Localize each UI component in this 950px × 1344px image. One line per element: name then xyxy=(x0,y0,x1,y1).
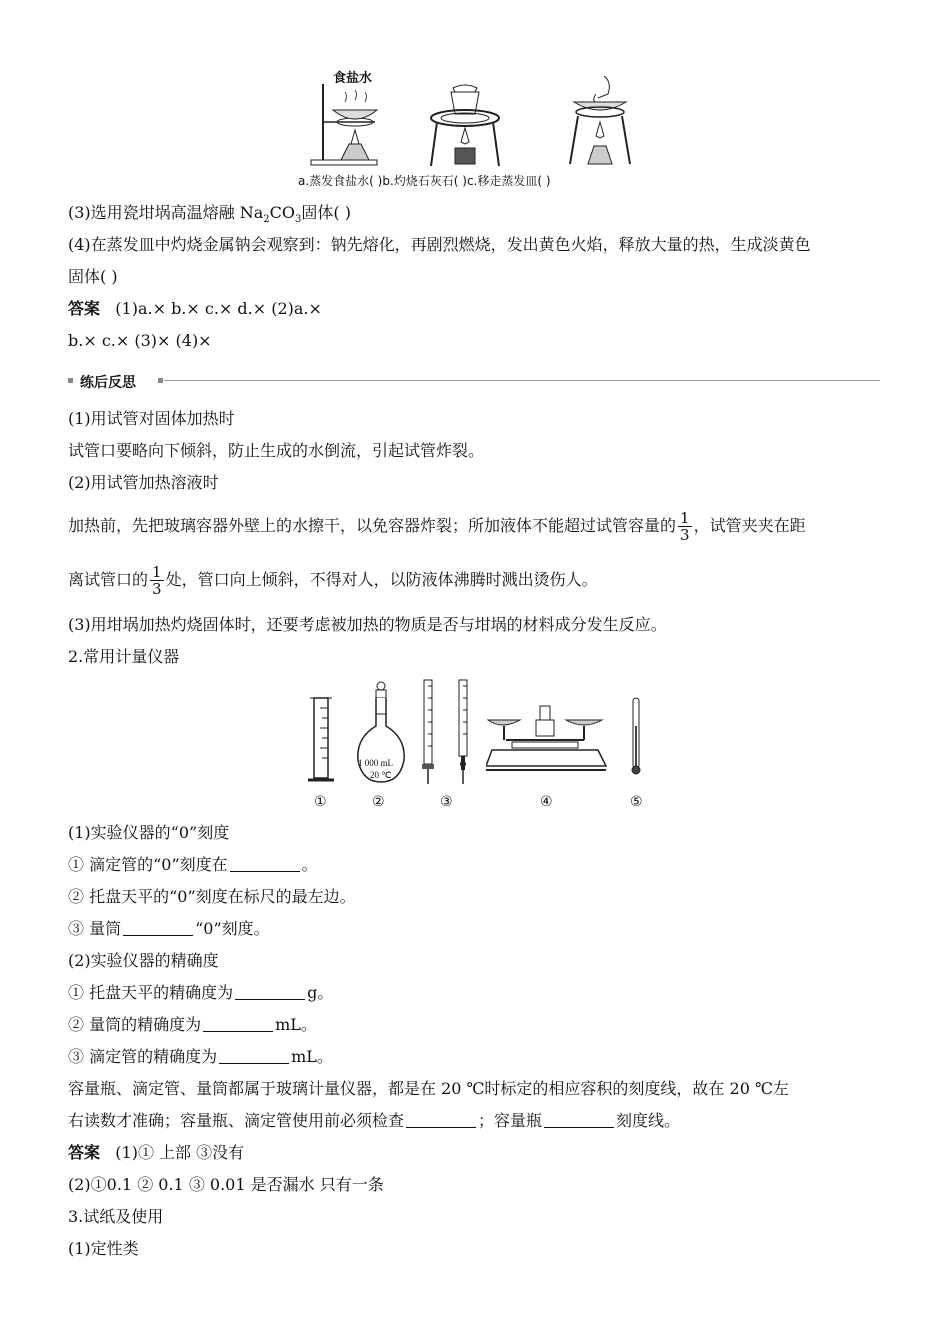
fraction-one-third: $\frac{1}{3}$ xyxy=(152,563,162,598)
question-4-line2: 固体( ) xyxy=(68,267,118,286)
burette-precision-question: ③ 滴定管的精确度为 mL。 xyxy=(68,1047,333,1066)
acid-burette-image xyxy=(420,678,436,786)
reflection-p1: (1)用试管对固体加热时 xyxy=(68,409,235,428)
flask-volume-label: 1 000 mL xyxy=(358,758,393,768)
balance-zero-statement: ② 托盘天平的“0”刻度在标尺的最左边。 xyxy=(68,887,356,906)
crucible-apparatus-image xyxy=(425,78,505,168)
reflection-p2: 试管口要略向下倾斜，防止生成的水倒流，引起试管炸裂。 xyxy=(68,441,485,460)
answer-2-line1: 答案 (1)① 上部 ③没有 xyxy=(68,1143,245,1162)
instrument-label-3: ③ xyxy=(440,794,453,810)
question-3: (3)选用瓷坩埚高温熔融 $Na_2CO_3$固体( ) xyxy=(68,203,351,226)
answer-1-line2: b.× c.× (3)× (4)× xyxy=(68,331,212,350)
remove-dish-apparatus-image xyxy=(560,72,640,168)
graduated-cylinder-image xyxy=(306,694,336,786)
section-3-title: 3.试纸及使用 xyxy=(68,1207,164,1226)
reflection-p6: (3)用坩埚加热灼烧固体时，还要考虑被加热的物质是否与坩埚的材料成分发生反应。 xyxy=(68,615,667,634)
answer-blank[interactable] xyxy=(406,1113,476,1128)
header-rule xyxy=(164,380,880,381)
cylinder-zero-question: ③ 量筒 “0”刻度。 xyxy=(68,919,270,938)
header-square-icon xyxy=(68,378,73,383)
glassware-paragraph-line2: 右读数才准确；容量瓶、滴定管使用前必须检查 ；容量瓶 刻度线。 xyxy=(68,1111,681,1130)
base-burette-image xyxy=(455,678,471,786)
section-3-subtitle: (1)定性类 xyxy=(68,1239,139,1258)
reflection-p3: (2)用试管加热溶液时 xyxy=(68,473,219,492)
answer-2-line2: (2)①0.1 ② 0.1 ③ 0.01 是否漏水 只有一条 xyxy=(68,1175,384,1194)
salt-water-label: 食盐水 xyxy=(333,71,373,86)
reflection-p4: 加热前，先把玻璃容器外壁上的水擦干，以免容器炸裂；所加液体不能超过试管容量的 $\frac{1}{3}$ ，试管夹夹在距 xyxy=(68,509,806,544)
reflection-title: 练后反思 xyxy=(80,375,136,391)
section-2-title: 2.常用计量仪器 xyxy=(68,647,180,666)
fraction-one-third: $\frac{1}{3}$ xyxy=(680,509,690,544)
flask-temp-label: 20 ℃ xyxy=(370,770,392,780)
burette-zero-question: ① 滴定管的“0”刻度在 。 xyxy=(68,855,318,874)
instrument-label-2: ② xyxy=(372,794,385,810)
answer-blank[interactable] xyxy=(123,921,193,936)
answer-blank[interactable] xyxy=(230,857,300,872)
header-square-icon xyxy=(158,378,163,383)
reflection-header xyxy=(68,372,880,390)
instrument-label-5: ⑤ xyxy=(630,794,643,810)
answer-blank[interactable] xyxy=(203,1017,273,1032)
question-4-line1: (4)在蒸发皿中灼烧金属钠会观察到：钠先熔化，再剧烈燃烧，发出黄色火焰，释放大量的热，生成淡黄色 xyxy=(68,235,811,254)
answer-label: 答案 xyxy=(68,299,101,318)
glassware-paragraph-line1: 容量瓶、滴定管、量筒都属于玻璃计量仪器，都是在 20 ℃时标定的相应容积的刻度线，故在 20 ℃左 xyxy=(68,1079,789,1098)
answer-label: 答案 xyxy=(68,1143,101,1162)
thermometer-image xyxy=(628,696,644,778)
answer-1-line1: 答案 (1)a.× b.× c.× d.× (2)a.× xyxy=(68,299,322,318)
answer-blank[interactable] xyxy=(235,985,305,1000)
evaporating-dish-apparatus-image xyxy=(305,82,395,167)
balance-scale-image xyxy=(486,700,614,776)
precision-title: (2)实验仪器的精确度 xyxy=(68,951,219,970)
reflection-p5: 离试管口的 $\frac{1}{3}$ 处，管口向上倾斜，不得对人，以防液体沸腾时溅出烫伤人。 xyxy=(68,563,598,598)
answer-blank[interactable] xyxy=(544,1113,614,1128)
figure1-caption: a.蒸发食盐水( )b.灼烧石灰石( )c.移走蒸发皿( ) xyxy=(298,174,551,188)
cylinder-precision-question: ② 量筒的精确度为 mL。 xyxy=(68,1015,317,1034)
balance-precision-question: ① 托盘天平的精确度为 g。 xyxy=(68,983,334,1002)
zero-scale-title: (1)实验仪器的“0”刻度 xyxy=(68,823,230,842)
instrument-label-1: ① xyxy=(314,794,327,810)
instrument-label-4: ④ xyxy=(540,794,553,810)
answer-blank[interactable] xyxy=(219,1049,289,1064)
